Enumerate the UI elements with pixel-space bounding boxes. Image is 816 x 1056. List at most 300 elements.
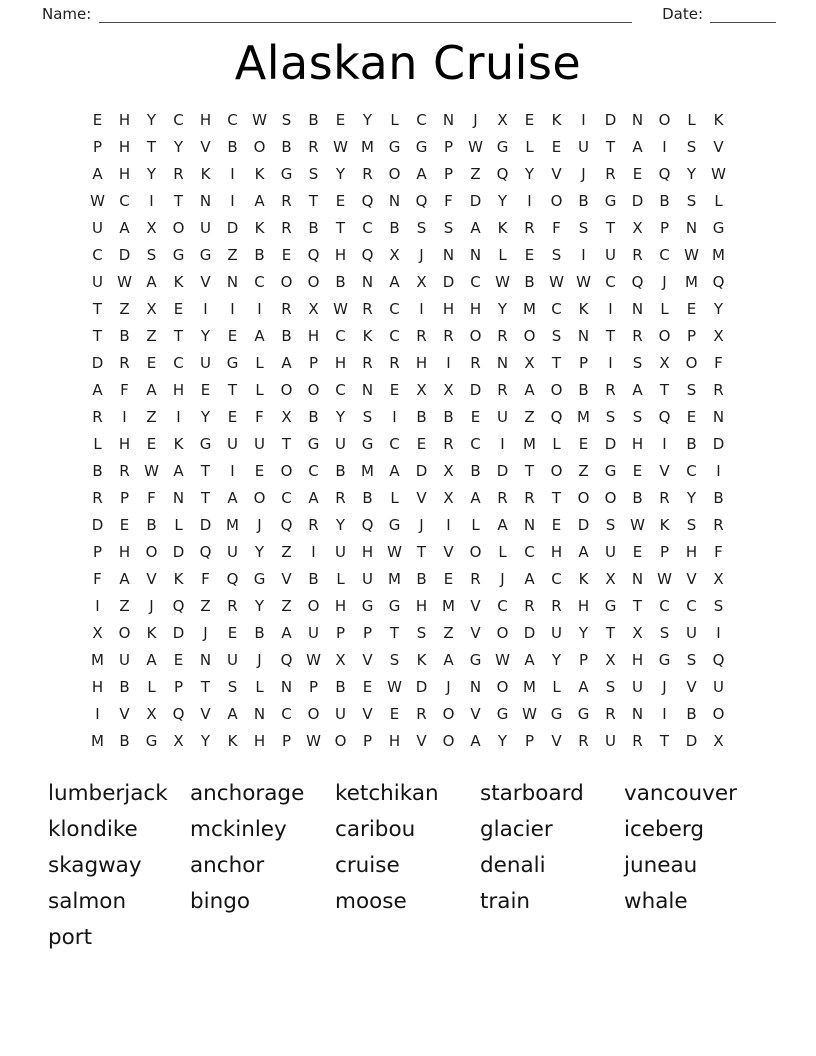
- grid-letter: L: [471, 515, 480, 534]
- grid-letter: H: [91, 677, 104, 696]
- grid-letter: C: [497, 596, 508, 615]
- grid-row: [84, 728, 732, 755]
- grid-letter: Y: [146, 110, 157, 129]
- grid-letter: A: [497, 515, 508, 534]
- grid-letter: D: [172, 542, 185, 561]
- grid-letter: Q: [415, 191, 428, 210]
- grid-letter: Q: [361, 515, 374, 534]
- grid-letter: U: [254, 434, 265, 453]
- grid-letter: D: [172, 623, 185, 642]
- grid-letter: X: [308, 299, 319, 318]
- grid-letter: K: [362, 326, 373, 345]
- grid-letter: T: [605, 137, 616, 156]
- grid-letter: F: [147, 488, 156, 507]
- grid-letter: X: [173, 731, 184, 750]
- grid-letter: Y: [524, 164, 535, 183]
- grid-letter: L: [390, 488, 399, 507]
- grid-letter: D: [91, 353, 104, 372]
- grid-letter: T: [389, 623, 400, 642]
- grid-letter: N: [253, 704, 266, 723]
- grid-letter: O: [442, 704, 455, 723]
- grid-letter: U: [551, 623, 562, 642]
- grid-letter: I: [230, 164, 235, 183]
- grid-letter: I: [716, 623, 721, 642]
- grid-letter: Y: [335, 164, 346, 183]
- grid-letter: O: [712, 704, 725, 723]
- grid-letter: Y: [578, 623, 589, 642]
- grid-letter: W: [495, 650, 510, 669]
- grid-letter: E: [632, 461, 643, 480]
- grid-letter: E: [92, 110, 103, 129]
- grid-letter: B: [578, 380, 589, 399]
- grid-letter: B: [92, 461, 103, 480]
- grid-letter: O: [118, 623, 131, 642]
- grid-letter: J: [581, 164, 586, 183]
- grid-letter: E: [146, 353, 157, 372]
- grid-letter: B: [308, 407, 319, 426]
- grid-letter: G: [604, 191, 617, 210]
- grid-letter: H: [631, 434, 644, 453]
- grid-letter: X: [146, 704, 157, 723]
- grid-letter: S: [551, 326, 562, 345]
- grid-letter: Y: [146, 164, 157, 183]
- grid-letter: W: [306, 650, 321, 669]
- grid-letter: U: [632, 677, 643, 696]
- grid-letter: U: [119, 650, 130, 669]
- page-title: Alaskan Cruise: [234, 36, 582, 90]
- grid-letter: A: [119, 569, 130, 588]
- grid-letter: E: [551, 137, 562, 156]
- grid-letter: A: [146, 380, 157, 399]
- grid-letter: I: [122, 407, 127, 426]
- grid-letter: B: [443, 407, 454, 426]
- grid-letter: W: [387, 677, 402, 696]
- grid-letter: X: [443, 380, 454, 399]
- grid-letter: K: [227, 731, 238, 750]
- grid-letter: N: [631, 110, 644, 129]
- grid-letter: Z: [470, 164, 481, 183]
- grid-letter: R: [119, 461, 130, 480]
- grid-letter: X: [389, 245, 400, 264]
- grid-letter: I: [608, 299, 613, 318]
- grid-letter: G: [361, 434, 374, 453]
- grid-letter: O: [145, 542, 158, 561]
- grid-letter: K: [200, 164, 211, 183]
- grid-letter: R: [605, 380, 616, 399]
- worksheet-header: [0, 0, 816, 24]
- grid-letter: S: [605, 515, 616, 534]
- grid-letter: A: [632, 137, 643, 156]
- grid-letter: S: [551, 245, 562, 264]
- grid-letter: U: [497, 407, 508, 426]
- grid-letter: P: [578, 650, 589, 669]
- grid-letter: Y: [497, 191, 508, 210]
- grid-letter: G: [388, 515, 401, 534]
- grid-letter: R: [713, 515, 724, 534]
- grid-letter: W: [495, 272, 510, 291]
- grid-letter: P: [659, 542, 670, 561]
- grid-letter: K: [254, 218, 265, 237]
- grid-letter: O: [685, 353, 698, 372]
- grid-letter: C: [92, 245, 103, 264]
- grid-letter: J: [149, 596, 154, 615]
- grid-letter: N: [199, 650, 212, 669]
- word-list-column: [335, 776, 480, 956]
- word-item: port: [48, 924, 93, 950]
- grid-letter: D: [631, 191, 644, 210]
- grid-letter: P: [659, 218, 670, 237]
- word-item: anchorage: [190, 780, 305, 806]
- grid-letter: N: [388, 191, 401, 210]
- grid-letter: L: [525, 137, 534, 156]
- grid-letter: L: [714, 191, 723, 210]
- grid-row: [84, 431, 732, 458]
- word-item: skagway: [48, 852, 142, 878]
- grid-letter: U: [92, 272, 103, 291]
- word-item: whale: [624, 888, 688, 914]
- grid-letter: A: [524, 380, 535, 399]
- grid-letter: H: [415, 596, 428, 615]
- grid-letter: V: [200, 704, 211, 723]
- grid-letter: Y: [686, 164, 697, 183]
- grid-letter: Y: [200, 407, 211, 426]
- grid-row: [84, 701, 732, 728]
- grid-letter: T: [92, 299, 103, 318]
- grid-row: [84, 539, 732, 566]
- grid-letter: R: [443, 434, 454, 453]
- grid-letter: V: [659, 461, 670, 480]
- grid-letter: Y: [497, 731, 508, 750]
- grid-letter: H: [415, 353, 428, 372]
- grid-letter: O: [550, 461, 563, 480]
- grid-letter: C: [335, 380, 346, 399]
- grid-letter: E: [389, 380, 400, 399]
- grid-letter: N: [523, 515, 536, 534]
- grid-letter: L: [147, 677, 156, 696]
- grid-letter: S: [713, 596, 724, 615]
- grid-letter: A: [389, 272, 400, 291]
- grid-letter: C: [551, 299, 562, 318]
- grid-letter: O: [658, 326, 671, 345]
- grid-letter: V: [281, 569, 292, 588]
- grid-letter: J: [446, 677, 451, 696]
- grid-letter: F: [552, 218, 561, 237]
- grid-letter: E: [227, 326, 238, 345]
- grid-letter: E: [173, 299, 184, 318]
- grid-letter: M: [388, 569, 401, 588]
- grid-letter: O: [469, 326, 482, 345]
- grid-letter: L: [660, 299, 669, 318]
- grid-letter: A: [389, 461, 400, 480]
- grid-letter: X: [713, 326, 724, 345]
- grid-letter: Z: [146, 326, 157, 345]
- grid-letter: T: [605, 623, 616, 642]
- grid-letter: R: [470, 353, 481, 372]
- grid-letter: E: [551, 515, 562, 534]
- grid-letter: W: [90, 191, 105, 210]
- grid-letter: A: [578, 542, 589, 561]
- grid-letter: R: [173, 164, 184, 183]
- grid-letter: L: [552, 677, 561, 696]
- grid-row: [84, 458, 732, 485]
- grid-letter: D: [199, 515, 212, 534]
- grid-letter: U: [362, 569, 373, 588]
- grid-letter: G: [226, 353, 239, 372]
- grid-letter: H: [550, 542, 563, 561]
- grid-letter: O: [658, 110, 671, 129]
- grid-letter: Z: [119, 299, 130, 318]
- grid-letter: I: [662, 704, 667, 723]
- grid-letter: K: [578, 299, 589, 318]
- grid-row: [84, 485, 732, 512]
- grid-letter: G: [469, 650, 482, 669]
- grid-letter: N: [631, 569, 644, 588]
- grid-letter: C: [416, 110, 427, 129]
- grid-letter: K: [173, 434, 184, 453]
- grid-letter: F: [201, 569, 210, 588]
- grid-letter: X: [497, 110, 508, 129]
- grid-letter: Y: [200, 326, 211, 345]
- grid-letter: Y: [362, 110, 373, 129]
- grid-letter: G: [199, 245, 212, 264]
- grid-letter: A: [254, 191, 265, 210]
- grid-letter: R: [497, 380, 508, 399]
- word-item: caribou: [335, 816, 416, 842]
- grid-letter: R: [497, 326, 508, 345]
- grid-letter: E: [416, 434, 427, 453]
- grid-letter: A: [632, 380, 643, 399]
- grid-letter: C: [389, 299, 400, 318]
- grid-letter: E: [632, 164, 643, 183]
- grid-letter: R: [524, 488, 535, 507]
- grid-letter: I: [527, 191, 532, 210]
- grid-letter: I: [203, 299, 208, 318]
- grid-letter: K: [173, 272, 184, 291]
- grid-letter: O: [307, 272, 320, 291]
- grid-letter: K: [173, 569, 184, 588]
- grid-letter: U: [335, 542, 346, 561]
- grid-letter: R: [281, 218, 292, 237]
- grid-letter: V: [470, 596, 481, 615]
- word-item: vancouver: [624, 780, 737, 806]
- grid-letter: C: [254, 272, 265, 291]
- word-item: ketchikan: [335, 780, 439, 806]
- grid-letter: G: [307, 434, 320, 453]
- grid-letter: Z: [281, 596, 292, 615]
- grid-letter: R: [713, 380, 724, 399]
- word-item: cruise: [335, 852, 400, 878]
- grid-letter: O: [280, 272, 293, 291]
- grid-letter: W: [522, 704, 537, 723]
- grid-letter: Q: [496, 164, 509, 183]
- grid-letter: V: [713, 137, 724, 156]
- grid-letter: T: [92, 326, 103, 345]
- grid-letter: C: [389, 434, 400, 453]
- grid-letter: Q: [226, 569, 239, 588]
- grid-letter: H: [172, 380, 185, 399]
- name-fill-line: [99, 7, 632, 23]
- grid-row: [84, 269, 732, 296]
- grid-letter: C: [686, 596, 697, 615]
- grid-letter: A: [92, 380, 103, 399]
- grid-letter: F: [714, 353, 723, 372]
- grid-letter: Y: [497, 299, 508, 318]
- grid-letter: C: [119, 191, 130, 210]
- grid-letter: J: [662, 677, 667, 696]
- grid-letter: V: [362, 704, 373, 723]
- grid-letter: O: [388, 164, 401, 183]
- grid-letter: V: [551, 164, 562, 183]
- grid-letter: A: [92, 164, 103, 183]
- grid-letter: M: [91, 731, 104, 750]
- grid-letter: R: [119, 353, 130, 372]
- grid-letter: O: [307, 596, 320, 615]
- grid-letter: H: [334, 353, 347, 372]
- grid-letter: I: [446, 515, 451, 534]
- grid-letter: O: [253, 137, 266, 156]
- word-item: lumberjack: [48, 780, 168, 806]
- grid-letter: V: [416, 488, 427, 507]
- grid-letter: I: [230, 299, 235, 318]
- grid-letter: B: [659, 191, 670, 210]
- grid-letter: X: [632, 623, 643, 642]
- grid-letter: G: [388, 137, 401, 156]
- grid-letter: A: [470, 218, 481, 237]
- grid-letter: X: [92, 623, 103, 642]
- grid-letter: A: [524, 569, 535, 588]
- grid-letter: G: [199, 434, 212, 453]
- grid-letter: T: [551, 488, 562, 507]
- grid-letter: Q: [712, 650, 725, 669]
- name-label: Name:: [42, 5, 92, 23]
- grid-letter: R: [497, 488, 508, 507]
- grid-letter: J: [419, 245, 424, 264]
- word-list: [0, 776, 816, 956]
- grid-letter: E: [119, 515, 130, 534]
- word-item: moose: [335, 888, 407, 914]
- grid-letter: R: [659, 488, 670, 507]
- grid-letter: W: [468, 137, 483, 156]
- grid-letter: X: [281, 407, 292, 426]
- grid-letter: P: [119, 488, 130, 507]
- grid-letter: J: [419, 515, 424, 534]
- grid-letter: H: [253, 731, 266, 750]
- grid-letter: K: [146, 623, 157, 642]
- grid-letter: T: [173, 191, 184, 210]
- grid-letter: T: [524, 461, 535, 480]
- grid-letter: C: [551, 569, 562, 588]
- date-fill-line: [710, 7, 776, 23]
- grid-row: [84, 134, 732, 161]
- grid-letter: Z: [146, 407, 157, 426]
- grid-letter: B: [578, 191, 589, 210]
- grid-letter: R: [92, 407, 103, 426]
- grid-letter: B: [416, 407, 427, 426]
- grid-letter: W: [252, 110, 267, 129]
- grid-letter: B: [524, 272, 535, 291]
- grid-letter: P: [362, 623, 373, 642]
- grid-letter: C: [227, 110, 238, 129]
- grid-letter: I: [581, 110, 586, 129]
- grid-letter: O: [577, 488, 590, 507]
- grid-letter: O: [307, 380, 320, 399]
- grid-letter: A: [578, 677, 589, 696]
- grid-letter: R: [632, 731, 643, 750]
- grid-letter: W: [657, 569, 672, 588]
- grid-letter: X: [713, 569, 724, 588]
- grid-letter: N: [631, 299, 644, 318]
- grid-letter: H: [199, 110, 212, 129]
- grid-letter: H: [118, 542, 131, 561]
- grid-letter: L: [552, 434, 561, 453]
- grid-letter: S: [578, 218, 589, 237]
- grid-letter: I: [581, 245, 586, 264]
- grid-letter: G: [280, 164, 293, 183]
- grid-letter: S: [308, 164, 319, 183]
- grid-letter: H: [469, 299, 482, 318]
- grid-letter: W: [387, 542, 402, 561]
- grid-letter: V: [119, 704, 130, 723]
- grid-letter: R: [632, 245, 643, 264]
- grid-letter: T: [173, 326, 184, 345]
- grid-letter: H: [388, 731, 401, 750]
- grid-letter: L: [255, 353, 264, 372]
- grid-letter: E: [686, 407, 697, 426]
- grid-letter: S: [416, 623, 427, 642]
- grid-letter: I: [446, 353, 451, 372]
- grid-letter: B: [416, 569, 427, 588]
- grid-letter: R: [632, 326, 643, 345]
- grid-letter: A: [227, 704, 238, 723]
- grid-letter: U: [200, 353, 211, 372]
- grid-letter: S: [659, 623, 670, 642]
- grid-letter: E: [578, 434, 589, 453]
- grid-letter: X: [524, 353, 535, 372]
- grid-row: [84, 323, 732, 350]
- grid-letter: G: [604, 461, 617, 480]
- grid-letter: T: [227, 380, 238, 399]
- grid-letter: I: [716, 461, 721, 480]
- grid-letter: N: [712, 407, 725, 426]
- grid-letter: D: [685, 731, 698, 750]
- grid-row: [84, 350, 732, 377]
- grid-letter: X: [659, 353, 670, 372]
- grid-letter: U: [686, 623, 697, 642]
- grid-letter: N: [685, 218, 698, 237]
- grid-letter: Y: [551, 650, 562, 669]
- grid-letter: R: [416, 326, 427, 345]
- grid-letter: D: [118, 245, 131, 264]
- grid-letter: S: [605, 677, 616, 696]
- grid-letter: H: [334, 596, 347, 615]
- grid-letter: J: [473, 110, 478, 129]
- grid-letter: P: [281, 731, 292, 750]
- grid-letter: K: [713, 110, 724, 129]
- grid-letter: I: [419, 299, 424, 318]
- grid-row: [84, 593, 732, 620]
- grid-letter: S: [281, 110, 292, 129]
- word-item: glacier: [480, 816, 553, 842]
- grid-letter: J: [203, 623, 208, 642]
- grid-letter: T: [281, 434, 292, 453]
- grid-letter: T: [605, 218, 616, 237]
- grid-letter: P: [524, 731, 535, 750]
- grid-letter: V: [686, 677, 697, 696]
- grid-letter: S: [686, 515, 697, 534]
- grid-letter: B: [632, 488, 643, 507]
- grid-letter: C: [659, 596, 670, 615]
- grid-letter: S: [443, 218, 454, 237]
